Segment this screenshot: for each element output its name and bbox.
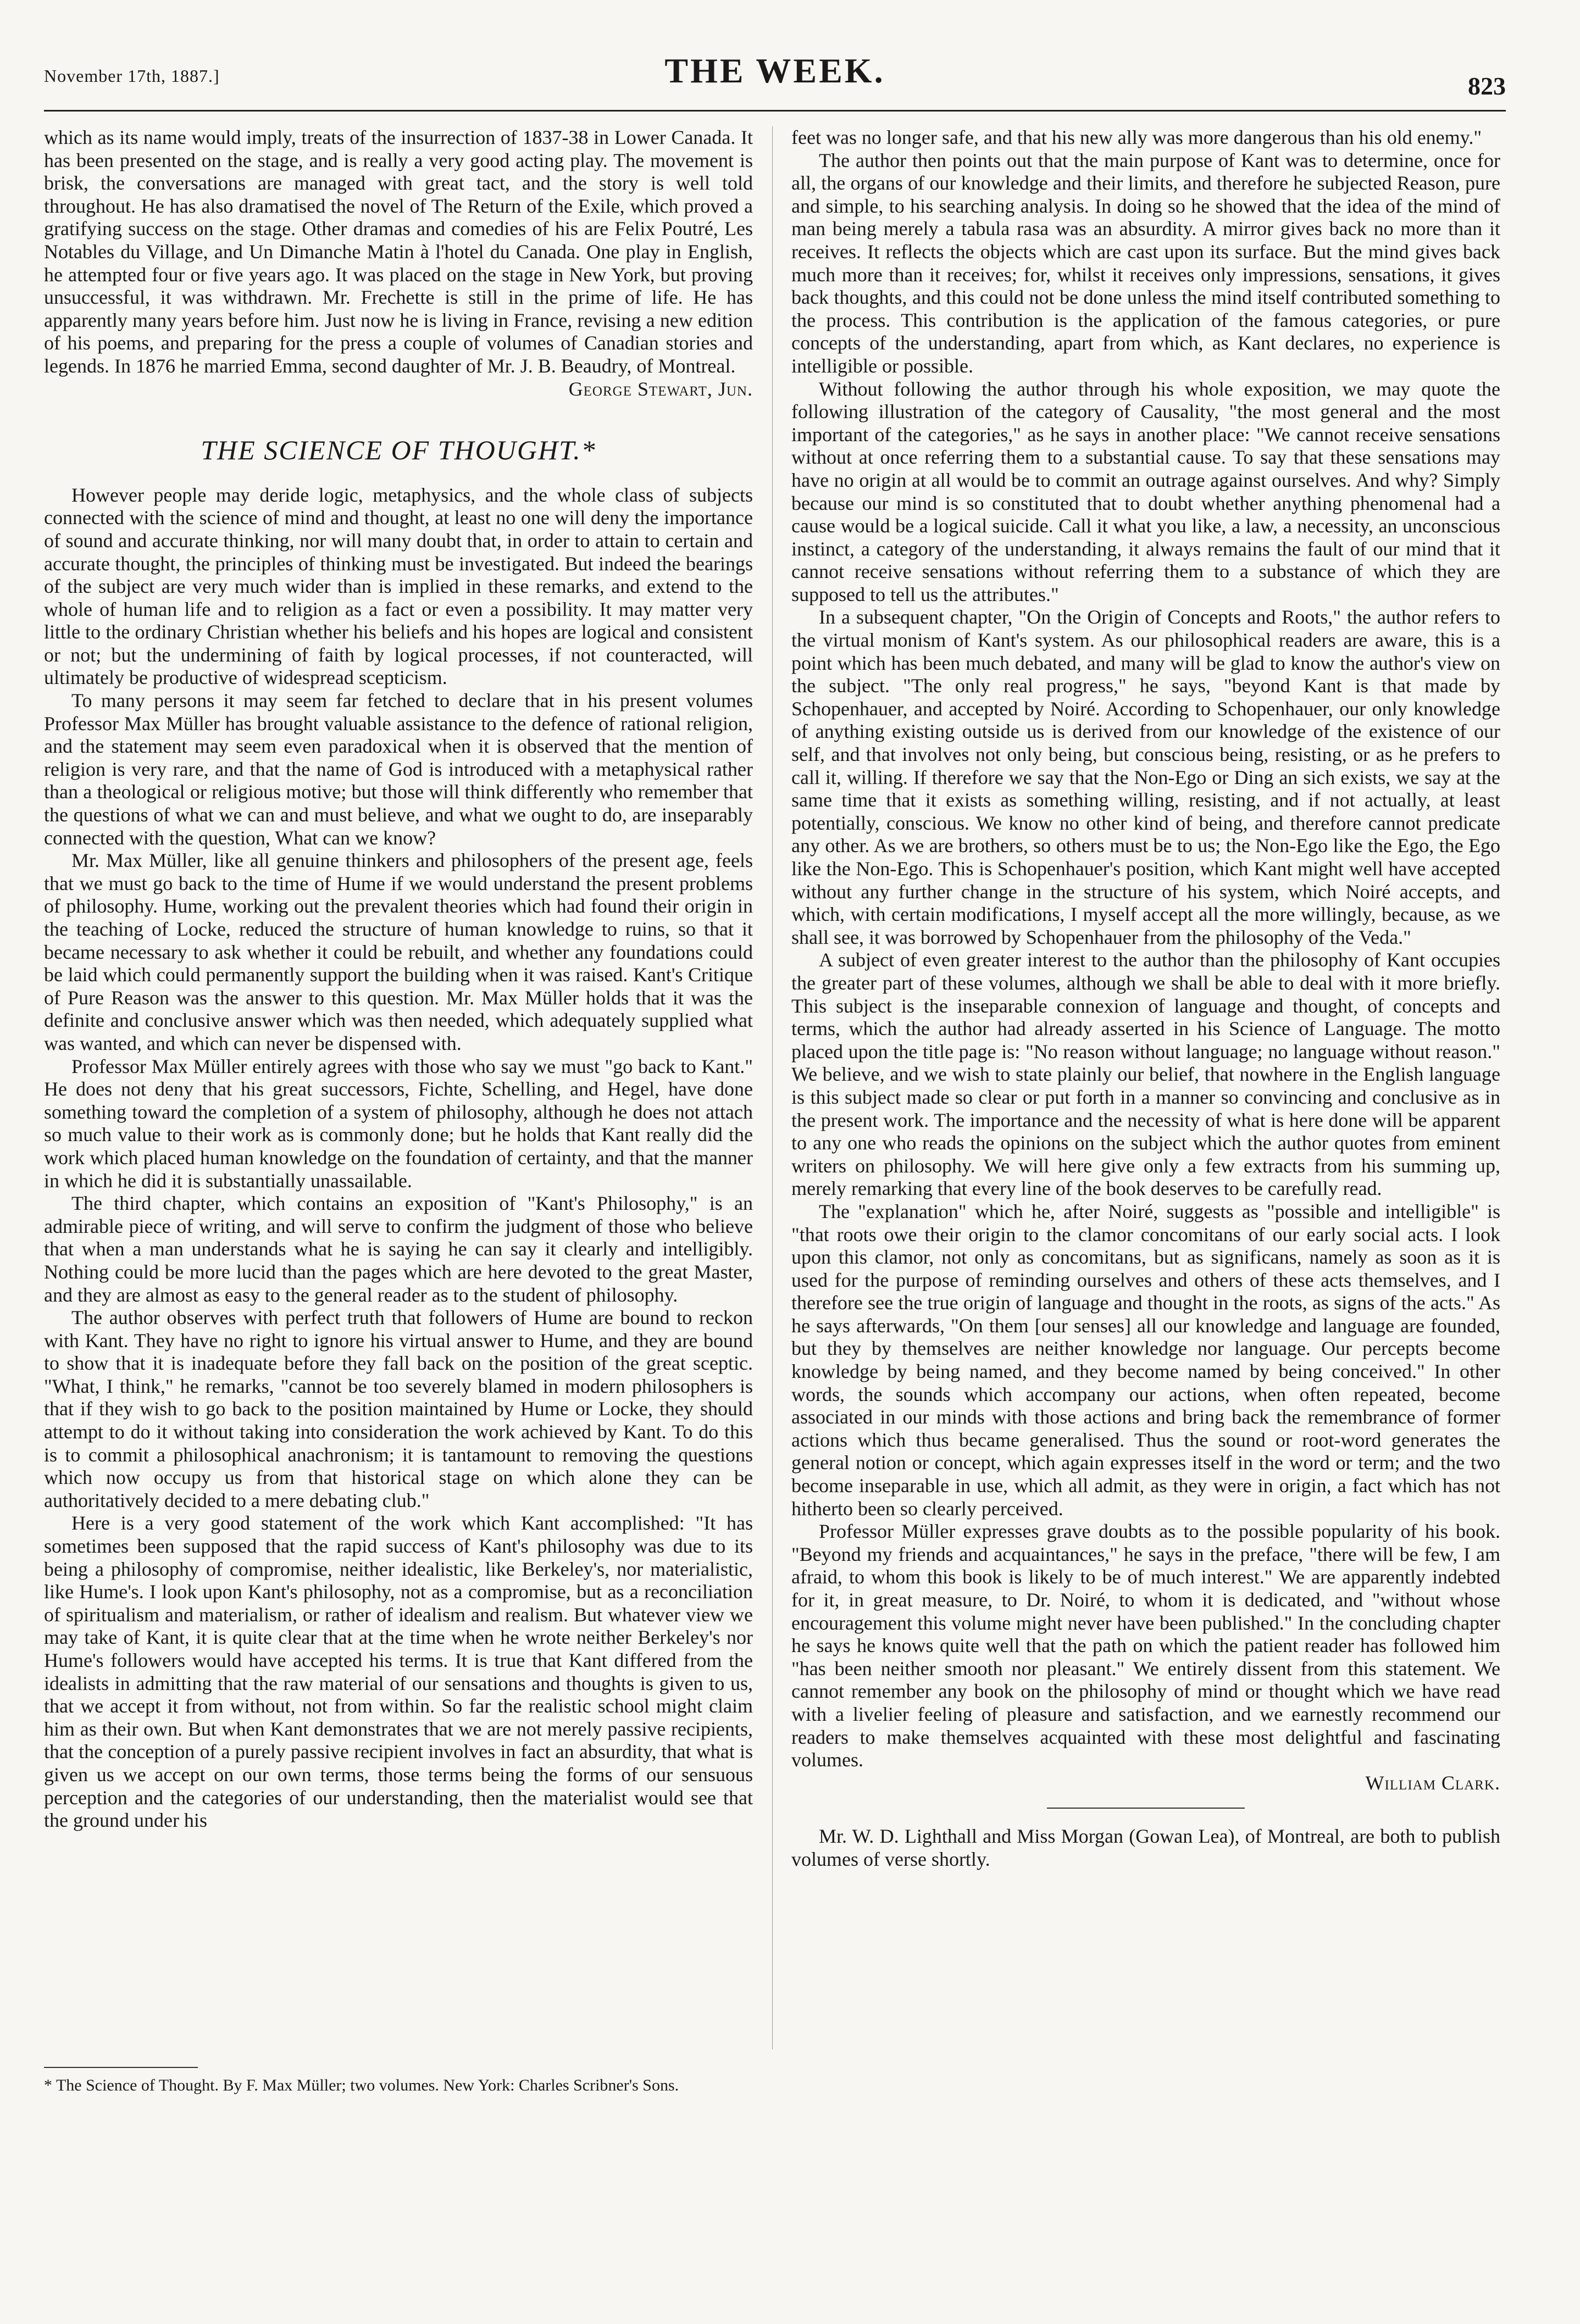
paragraph: To many persons it may seem far fetched to declare that in his present volumes Professor Max Müller has brought valuable assistance to the defence of rational religion, and the statement may seem even paradoxical when it is observed that the mention of religion is very rare, and that the name of God is introduced with a metaphysical rather than a theological or religious motive; but those will think differently who remember that the questions of what we can and must believe, and what we ought to do, are inseparably connected with the question, What can we know?	[44, 690, 753, 849]
author-signature: William Clark.	[1365, 1771, 1500, 1794]
paragraph: feet was no longer safe, and that his new ally was more dangerous than his old enemy."	[791, 126, 1482, 148]
column-separator	[772, 126, 773, 2049]
news-note: Mr. W. D. Lighthall and Miss Morgan (Gowan Lea), of Montreal, are both to publish volumes of verse shortly.	[791, 1825, 1500, 1870]
section-divider	[1047, 1808, 1245, 1809]
paragraph: Mr. Max Müller, like all genuine thinkers and philosophers of the present age, feels that we must go back to the time of Hume if we would understand the present problems of philosophy. Hume, working out the prevalent theories which had found their origin in the teaching of Locke, reduced the structure of human knowledge to ruins, so that it became necessary to ask whether it could be rebuilt, and whether any foundations could be laid which could permanently support the building when it was raised. Kant's Critique of Pure Reason was the answer to this question. Mr. Max Müller holds that it was the definite and conclusive answer which was then needed, which adequately supplied what was wanted, and which can never be dispensed with.	[44, 849, 753, 1054]
paragraph: The author then points out that the main purpose of Kant was to determine, once for all, the organs of our knowledge and their limits, and therefore he subjected Reason, pure and simple, to his searching analysis. In doing so he showed that the idea of the mind of man being merely a tabula rasa was an absurdity. A mirror gives back no more than it receives. It reflects the objects which are cast upon its surface. But the mind gives back much more than it receives; for, whilst it receives only impressions, sensations, it gives back thoughts, and this could not be done unless the mind itself contributed something to the process. This contribution is the application of the famous categories, or pure concepts of the understanding, apart from which, as Kant declares, no experience is intelligible or possible.	[791, 149, 1500, 377]
paragraph: Here is a very good statement of the work which Kant accomplished: "It has sometimes been supposed that the rapid success of Kant's philosophy was due to its being a philosophy of compromise, neither idealistic, like Berkeley's, nor materialistic, like Hume's. I look upon Kant's philosophy, not as a compromise, but as a reconciliation of spiritualism and materialism, or rather of idealism and realism. But whatever view we may take of Kant, it is quite clear that at the time when he wrote neither Berkeley's nor Hume's followers would have accepted his terms. It is true that Kant differed from the idealists in admitting that the raw material of our sensations and thoughts is given to us, that we accept it from without, not from within. So far the realistic school might claim him as their own. But when Kant demonstrates that we are not merely passive recipients, that the conception of a purely passive recipient involves in fact an absurdity, that what is given us we accept on our own terms, those terms being the forms of our sensuous perception and the categories of our understanding, then the materialist would see that the ground under his	[44, 1512, 753, 1832]
publication-title: THE WEEK.	[664, 51, 885, 90]
header-rule	[44, 110, 1506, 112]
right-column	[791, 126, 1500, 2060]
paragraph: In a subsequent chapter, "On the Origin of Concepts and Roots," the author refers to the virtual monism of Kant's system. As our philosophical readers are aware, this is a point which has been much debated, and many will be glad to know the author's view on the subject. "The only real progress," he says, "beyond Kant is that made by Schopenhauer, and accepted by Noiré. According to Schopenhauer, our only knowledge of anything existing outside us is derived from our knowledge of the existence of our self, and that involves not only being, but conscious being, resisting, or as he prefers to call it, willing. If therefore we say that the Non-Ego or Ding an sich exists, we say at the same time that it exists as something willing, resisting, and if not actually, at least potentially, conscious. We know no other kind of being, and therefore cannot predicate any other. As we are brothers, so others must be to us; the Non-Ego like the Ego, the Ego like the Non-Ego. This is Schopenhauer's position, which Kant might well have accepted without any further change in the structure of his system, which Noiré accepts, and which, with certain modifications, I myself accept all the more willingly, because, as we shall see, it was borrowed by Schopenhauer from the philosophy of the Veda."	[791, 606, 1500, 948]
paragraph: Professor Müller expresses grave doubts as to the possible popularity of his book. "Beyond my friends and acquaintances," he says in the preface, "there will be few, I am afraid, to whom this book is likely to be of much interest." We are apparently indebted for it, in great measure, to Dr. Noiré, to whom it is dedicated, and "without whose encouragement this volume might never have been published." In the concluding chapter he says he knows quite well that the path on which the patient reader has followed him "has been neither smooth nor pleasant." We entirely dissent from this statement. We cannot remember any book on the philosophy of mind or thought which we have read with a livelier feeling of pleasure and satisfaction, and we earnestly recommend our readers to make themselves acquainted with these most delightful and fascinating volumes.	[791, 1520, 1500, 1771]
footnote: * The Science of Thought. By F. Max Müller; two volumes. New York: Charles Scribner's Sons.	[44, 2076, 679, 2094]
footnote-rule	[44, 2067, 198, 2068]
paragraph: The "explanation" which he, after Noiré, suggests as "possible and intelligible" is "that roots owe their origin to the clamor concomitans of our early social acts. I look upon this clamor, not only as concomitans, but as significans, namely as soon as it is used for the purpose of reminding ourselves and others of these acts themselves, and I therefore see the true origin of language and thought in the roots, as signs of the acts." As he says afterwards, "On them [our senses] all our knowledge and language are founded, but they by themselves are neither knowledge nor language. Our percepts become knowledge by being named, and they become named by being conceived." In other words, the sounds which accompany our actions, when often repeated, become associated in our minds with those actions and bring back the remembrance of former actions which thus became generalised. Thus the sound or root-word generates the general notion or concept, which again expresses itself in the word or term; and the two become inseparable in use, which all admit, as they were in origin, a fact which has not hitherto been so clearly perceived.	[791, 1200, 1500, 1520]
paragraph: The third chapter, which contains an exposition of "Kant's Philosophy," is an admirable piece of writing, and will serve to confirm the judgment of those who believe that when a man understands what he is saying he can say it clearly and intelligibly. Nothing could be more lucid than the pages which are here devoted to the great Master, and they are almost as easy to the general reader as to the student of philosophy.	[44, 1192, 753, 1306]
paragraph: Without following the author through his whole exposition, we may quote the following illustration of the category of Causality, "the most general and the most important of the categories," as he says in another place: "We cannot receive sensations without at once referring them to a substantial cause. To say that these sensations may have no origin at all would be to commit an outrage against ourselves. And why? Simply because our mind is so constituted that to doubt whether anything phenomenal had a cause would be a logical suicide. Call it what you like, a law, a necessity, an unconscious instinct, a category of the understanding, it always remains the fault of our mind that it cannot receive sensations without referring them to a substance of which they are supposed to tell us the attributes."	[791, 377, 1500, 605]
paragraph: Professor Max Müller entirely agrees with those who say we must "go back to Kant." He does not deny that his great successors, Fichte, Schelling, and Hegel, have done something toward the completion of a system of philosophy, although he does not attach so much value to their work as is commonly done; but he holds that Kant really did the work which placed human knowledge on the foundation of certainty, and that the manner in which he did it is substantially unassailable.	[44, 1055, 753, 1192]
author-signature: George Stewart, Jun.	[568, 377, 753, 400]
paragraph: A subject of even greater interest to the author than the philosophy of Kant occupies the greater part of these volumes, although we shall be able to deal with it more briefly. This subject is the inseparable connexion of language and thought, of concepts and terms, which the author had already asserted in his Science of Language. The motto placed upon the title page is: "No reason without language; no language without reason." We believe, and we wish to state plainly our belief, that nowhere in the English language is this subject made so clear or put forth in a manner so convincing and conclusive as in the present work. The importance and the necessity of what is here done will be apparent to any one who reads the opinions on the subject which the author quotes from eminent writers on philosophy. We will here give only a few extracts from his summing up, merely remarking that every line of the book deserves to be carefully read.	[791, 949, 1500, 1200]
left-column	[44, 126, 753, 2060]
paragraph: which as its name would imply, treats of the insurrection of 1837-38 in Lower Canada. It has been presented on the stage, and is really a very good acting play. The movement is brisk, the conversations are managed with great tact, and the story is well told throughout. He has also dramatised the novel of The Return of the Exile, which proved a gratifying success on the stage. Other dramas and comedies of his are Felix Poutré, Les Notables du Village, and Un Dimanche Matin à l'hotel du Canada. One play in English, he attempted four or five years ago. It was placed on the stage in New York, but proving unsuccessful, it was withdrawn. Mr. Frechette is still in the prime of life. He has apparently many years before him. Just now he is living in France, revising a new edition of his poems, and preparing for the press a couple of volumes of Canadian stories and legends. In 1876 he married Emma, second daughter of Mr. J. B. Beaudry, of Montreal.	[44, 126, 753, 377]
paragraph: However people may deride logic, metaphysics, and the whole class of subjects connected with the science of mind and thought, at least no one will deny the importance of sound and accurate thinking, nor will many doubt that, in order to attain to certain and accurate thought, the principles of thinking must be investigated. But indeed the bearings of the subject are very much wider than is implied in these remarks, and extend to the whole of human life and to religion as a fact or even a possibility. It may matter very little to the ordinary Christian whether his beliefs and his hopes are logical and consistent or not; but the undermining of faith by logical processes, if not counteracted, will ultimately be productive of widespread scepticism.	[44, 483, 753, 689]
page-header	[44, 51, 1506, 111]
page-number: 823	[1468, 72, 1506, 100]
paragraph: The author observes with perfect truth that followers of Hume are bound to reckon with Kant. They have no right to ignore his virtual answer to Hume, and they are bound to show that it is inadequate before they fall back on the position of the great sceptic. "What, I think," he remarks, "cannot be too severely blamed in modern philosophers is that if they wish to go back to the position maintained by Hume or Locke, they should attempt to do it without taking into consideration the work achieved by Kant. To do this is to commit a philosophical anachronism; it is tantamount to removing the questions which now occupy us from that historical stage on which alone they can be authoritatively decided to a mere debating club."	[44, 1306, 753, 1511]
issue-date: November 17th, 1887.]	[44, 66, 220, 86]
article-title: THE SCIENCE OF THOUGHT.*	[201, 435, 596, 466]
